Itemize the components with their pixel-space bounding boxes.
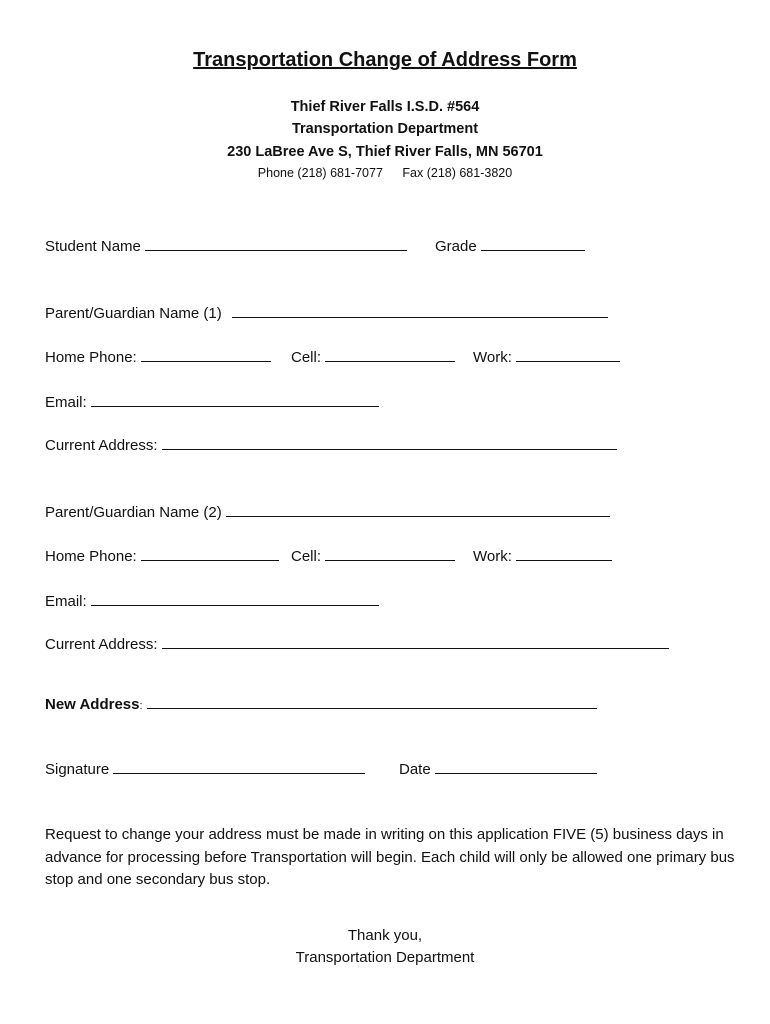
guardian1-cell-label: Cell: [291, 349, 322, 366]
new-address-colon: : [139, 700, 143, 712]
guardian2-email-label: Email: [45, 593, 87, 610]
guardian2-email-field[interactable] [45, 591, 379, 610]
district-name: Thief River Falls I.S.D. #564 [290, 99, 480, 115]
guardian1-cell-blank[interactable] [325, 347, 455, 362]
guardian1-work-blank[interactable] [516, 347, 620, 362]
guardian1-current-address-field[interactable] [45, 435, 617, 454]
guardian2-home-phone-label: Home Phone: [45, 548, 137, 565]
guardian2-home-phone-blank[interactable] [141, 546, 279, 561]
grade-blank[interactable] [481, 236, 585, 251]
notice-paragraph: Request to change your address must be made in writing on this application FIVE (5) business days in advance for processing before Transportation will begin. Each child will only be allowed one primary bus stop and one secondary bus stop. [45, 826, 735, 888]
phone-number: Phone (218) 681-7077 [257, 166, 383, 180]
guardian2-current-address-blank[interactable] [162, 634, 669, 649]
guardian2-email-blank[interactable] [91, 591, 379, 606]
guardian1-email-blank[interactable] [91, 392, 379, 407]
guardian1-home-phone-label: Home Phone: [45, 349, 137, 366]
department-name: Transportation Department [291, 121, 479, 137]
contact-line [0, 166, 770, 180]
guardian2-name-field[interactable] [45, 502, 610, 521]
guardian1-current-address-blank[interactable] [162, 435, 617, 450]
guardian2-work-blank[interactable] [516, 546, 612, 561]
new-address-field[interactable] [45, 694, 597, 713]
guardian1-home-phone-blank[interactable] [141, 347, 271, 362]
guardian2-cell-blank[interactable] [325, 546, 455, 561]
guardian1-work-label: Work: [473, 349, 512, 366]
guardian1-name-blank[interactable] [232, 303, 608, 318]
student-name-field[interactable] [45, 236, 407, 255]
date-blank[interactable] [435, 759, 597, 774]
guardian2-name-label: Parent/Guardian Name (2) [45, 504, 222, 521]
fax-number: Fax (218) 681-3820 [402, 166, 513, 180]
new-address-label: New Address [45, 696, 140, 713]
guardian2-name-blank[interactable] [226, 502, 610, 517]
guardian1-email-field[interactable] [45, 392, 379, 411]
signature-blank[interactable] [113, 759, 365, 774]
grade-field[interactable] [435, 236, 585, 255]
guardian1-cell-field[interactable] [291, 347, 455, 366]
closing-thanks: Thank you, [347, 927, 423, 944]
form-title: Transportation Change of Address Form [193, 49, 577, 71]
date-label: Date [399, 761, 431, 778]
date-field[interactable] [399, 759, 597, 778]
student-name-blank[interactable] [145, 236, 407, 251]
guardian1-work-field[interactable] [473, 347, 620, 366]
guardian2-cell-label: Cell: [291, 548, 322, 565]
guardian2-current-address-field[interactable] [45, 634, 669, 653]
grade-label: Grade [435, 238, 477, 255]
closing-department: Transportation Department [295, 949, 475, 966]
district-address: 230 LaBree Ave S, Thief River Falls, MN 56701 [227, 144, 543, 160]
signature-label: Signature [45, 761, 110, 778]
guardian1-email-label: Email: [45, 394, 87, 411]
guardian1-name-field[interactable] [45, 303, 608, 322]
guardian2-home-phone-field[interactable] [45, 546, 279, 565]
guardian2-work-field[interactable] [473, 546, 612, 565]
guardian1-home-phone-field[interactable] [45, 347, 271, 366]
guardian1-current-address-label: Current Address: [45, 437, 158, 454]
signature-field[interactable] [45, 759, 365, 778]
new-address-blank[interactable] [147, 694, 597, 709]
guardian2-work-label: Work: [473, 548, 512, 565]
guardian1-name-label: Parent/Guardian Name (1) [45, 305, 222, 322]
guardian2-current-address-label: Current Address: [45, 636, 158, 653]
guardian2-cell-field[interactable] [291, 546, 455, 565]
student-name-label: Student Name [45, 238, 141, 255]
